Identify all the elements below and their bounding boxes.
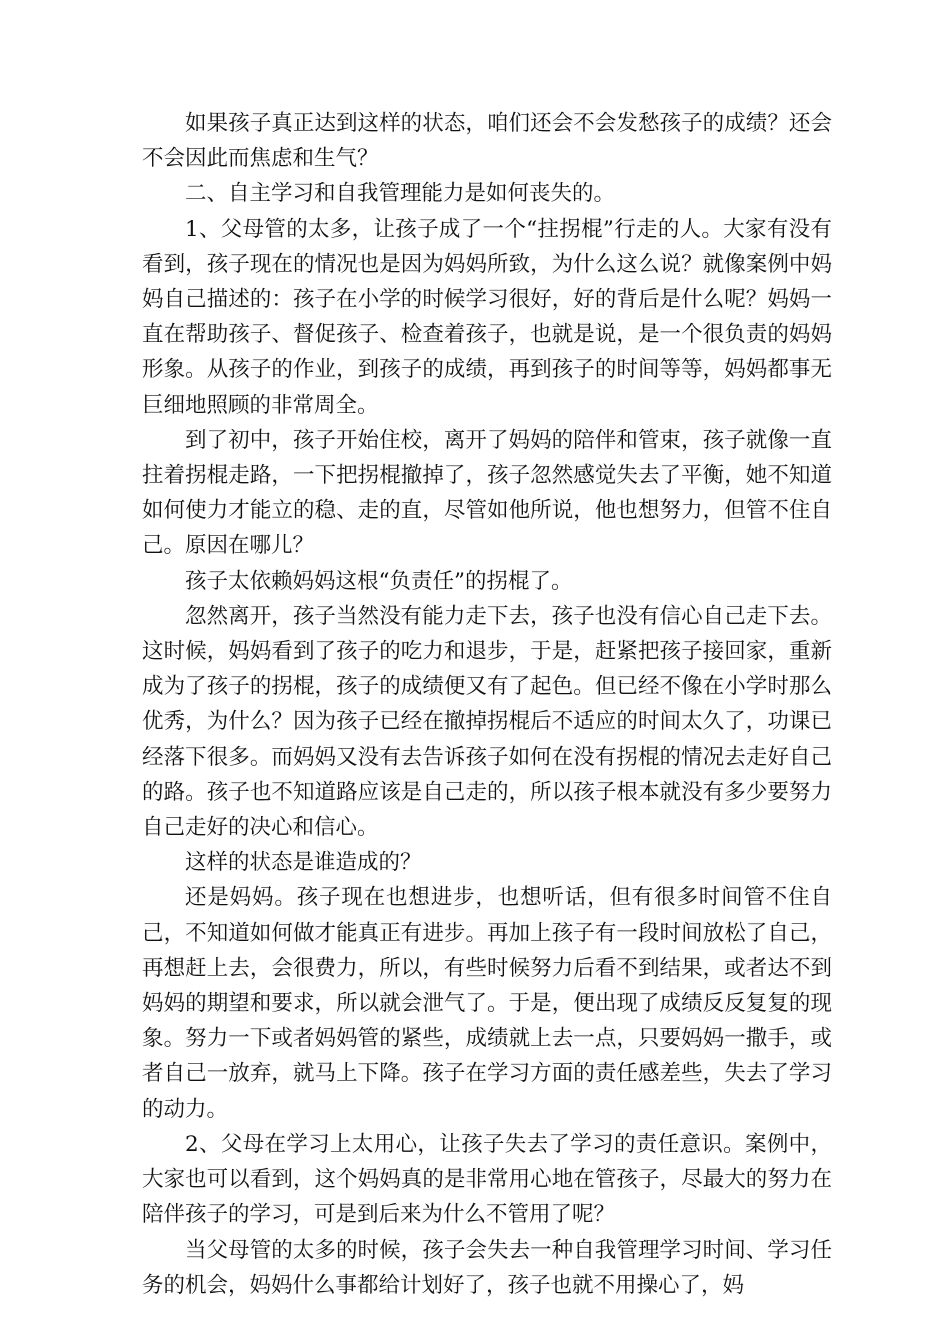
paragraph-too-much: 当父母管的太多的时候，孩子会失去一种自我管理学习时间、学习任务的机会，妈妈什么事都给计划好了，孩子也就不用操心了，妈 xyxy=(142,1237,832,1298)
paragraph-1: 如果孩子真正达到这样的状态，咱们还会不会发愁孩子的成绩？还会不会因此而焦虑和生气？ xyxy=(142,111,832,172)
body-text xyxy=(142,106,832,1303)
paragraph-still-mother: 还是妈妈。孩子现在也想进步，也想听话，但有很多时间管不住自己，不知道如何做才能真正有进步。再加上孩子有一段时间放松了自己，再想赶上去，会很费力，所以，有些时候努力后看不到结果，或者达不到妈妈的期望和要求，所以就会泄气了。于是，便出现了成绩反反复复的现象。努力一下或者妈妈管的紧些，成绩就上去一点，只要妈妈一撒手，或者自己一放弃，就马上下降。孩子在学习方面的责任感差些，失去了学习的动力。 xyxy=(142,885,832,1122)
paragraph-middle-school: 到了初中，孩子开始住校，离开了妈妈的陪伴和管束，孩子就像一直拄着拐棍走路，一下把拐棍撤掉了，孩子忽然感觉失去了平衡，她不知道如何使力才能立的稳、走的直，尽管如他所说，他也想努力，但管不住自己。原因在哪儿？ xyxy=(142,427,832,559)
paragraph-crutch: 孩子太依赖妈妈这根“负责任”的拐棍了。 xyxy=(185,568,573,594)
paragraph-question: 这样的状态是谁造成的？ xyxy=(185,850,422,876)
paragraph-sudden-leave: 忽然离开，孩子当然没有能力走下去，孩子也没有信心自己走下去。这时候，妈妈看到了孩子的吃力和退步，于是，赶紧把孩子接回家，重新成为了孩子的拐棍，孩子的成绩便又有了起色。但已经不像在小学时那么优秀，为什么？因为孩子已经在撤掉拐棍后不适应的时间太久了，功课已经落下很多。而妈妈又没有去告诉孩子如何在没有拐棍的情况去走好自己的路。孩子也不知道路应该是自己走的，所以孩子根本就没有多少要努力自己走好的决心和信心。 xyxy=(142,603,832,841)
paragraph-point-1: 1、父母管的太多，让孩子成了一个“拄拐棍”行走的人。大家有没有看到，孩子现在的情况也是因为妈妈所致，为什么这么说？就像案例中妈妈自己描述的：孩子在小学的时候学习很好，好的背后是什么呢？妈妈一直在帮助孩子、督促孩子、检查着孩子，也就是说，是一个很负责的妈妈形象。从孩子的作业，到孩子的成绩，再到孩子的时间等等，妈妈都事无巨细地照顾的非常周全。 xyxy=(142,216,832,418)
section-heading-2: 二、自主学习和自我管理能力是如何丧失的。 xyxy=(185,181,616,207)
paragraph-point-2: 2、父母在学习上太用心，让孩子失去了学习的责任意识。案例中，大家也可以看到，这个妈妈真的是非常用心地在管孩子，尽最大的努力在陪伴孩子的学习，可是到后来为什么不管用了呢？ xyxy=(142,1131,832,1228)
